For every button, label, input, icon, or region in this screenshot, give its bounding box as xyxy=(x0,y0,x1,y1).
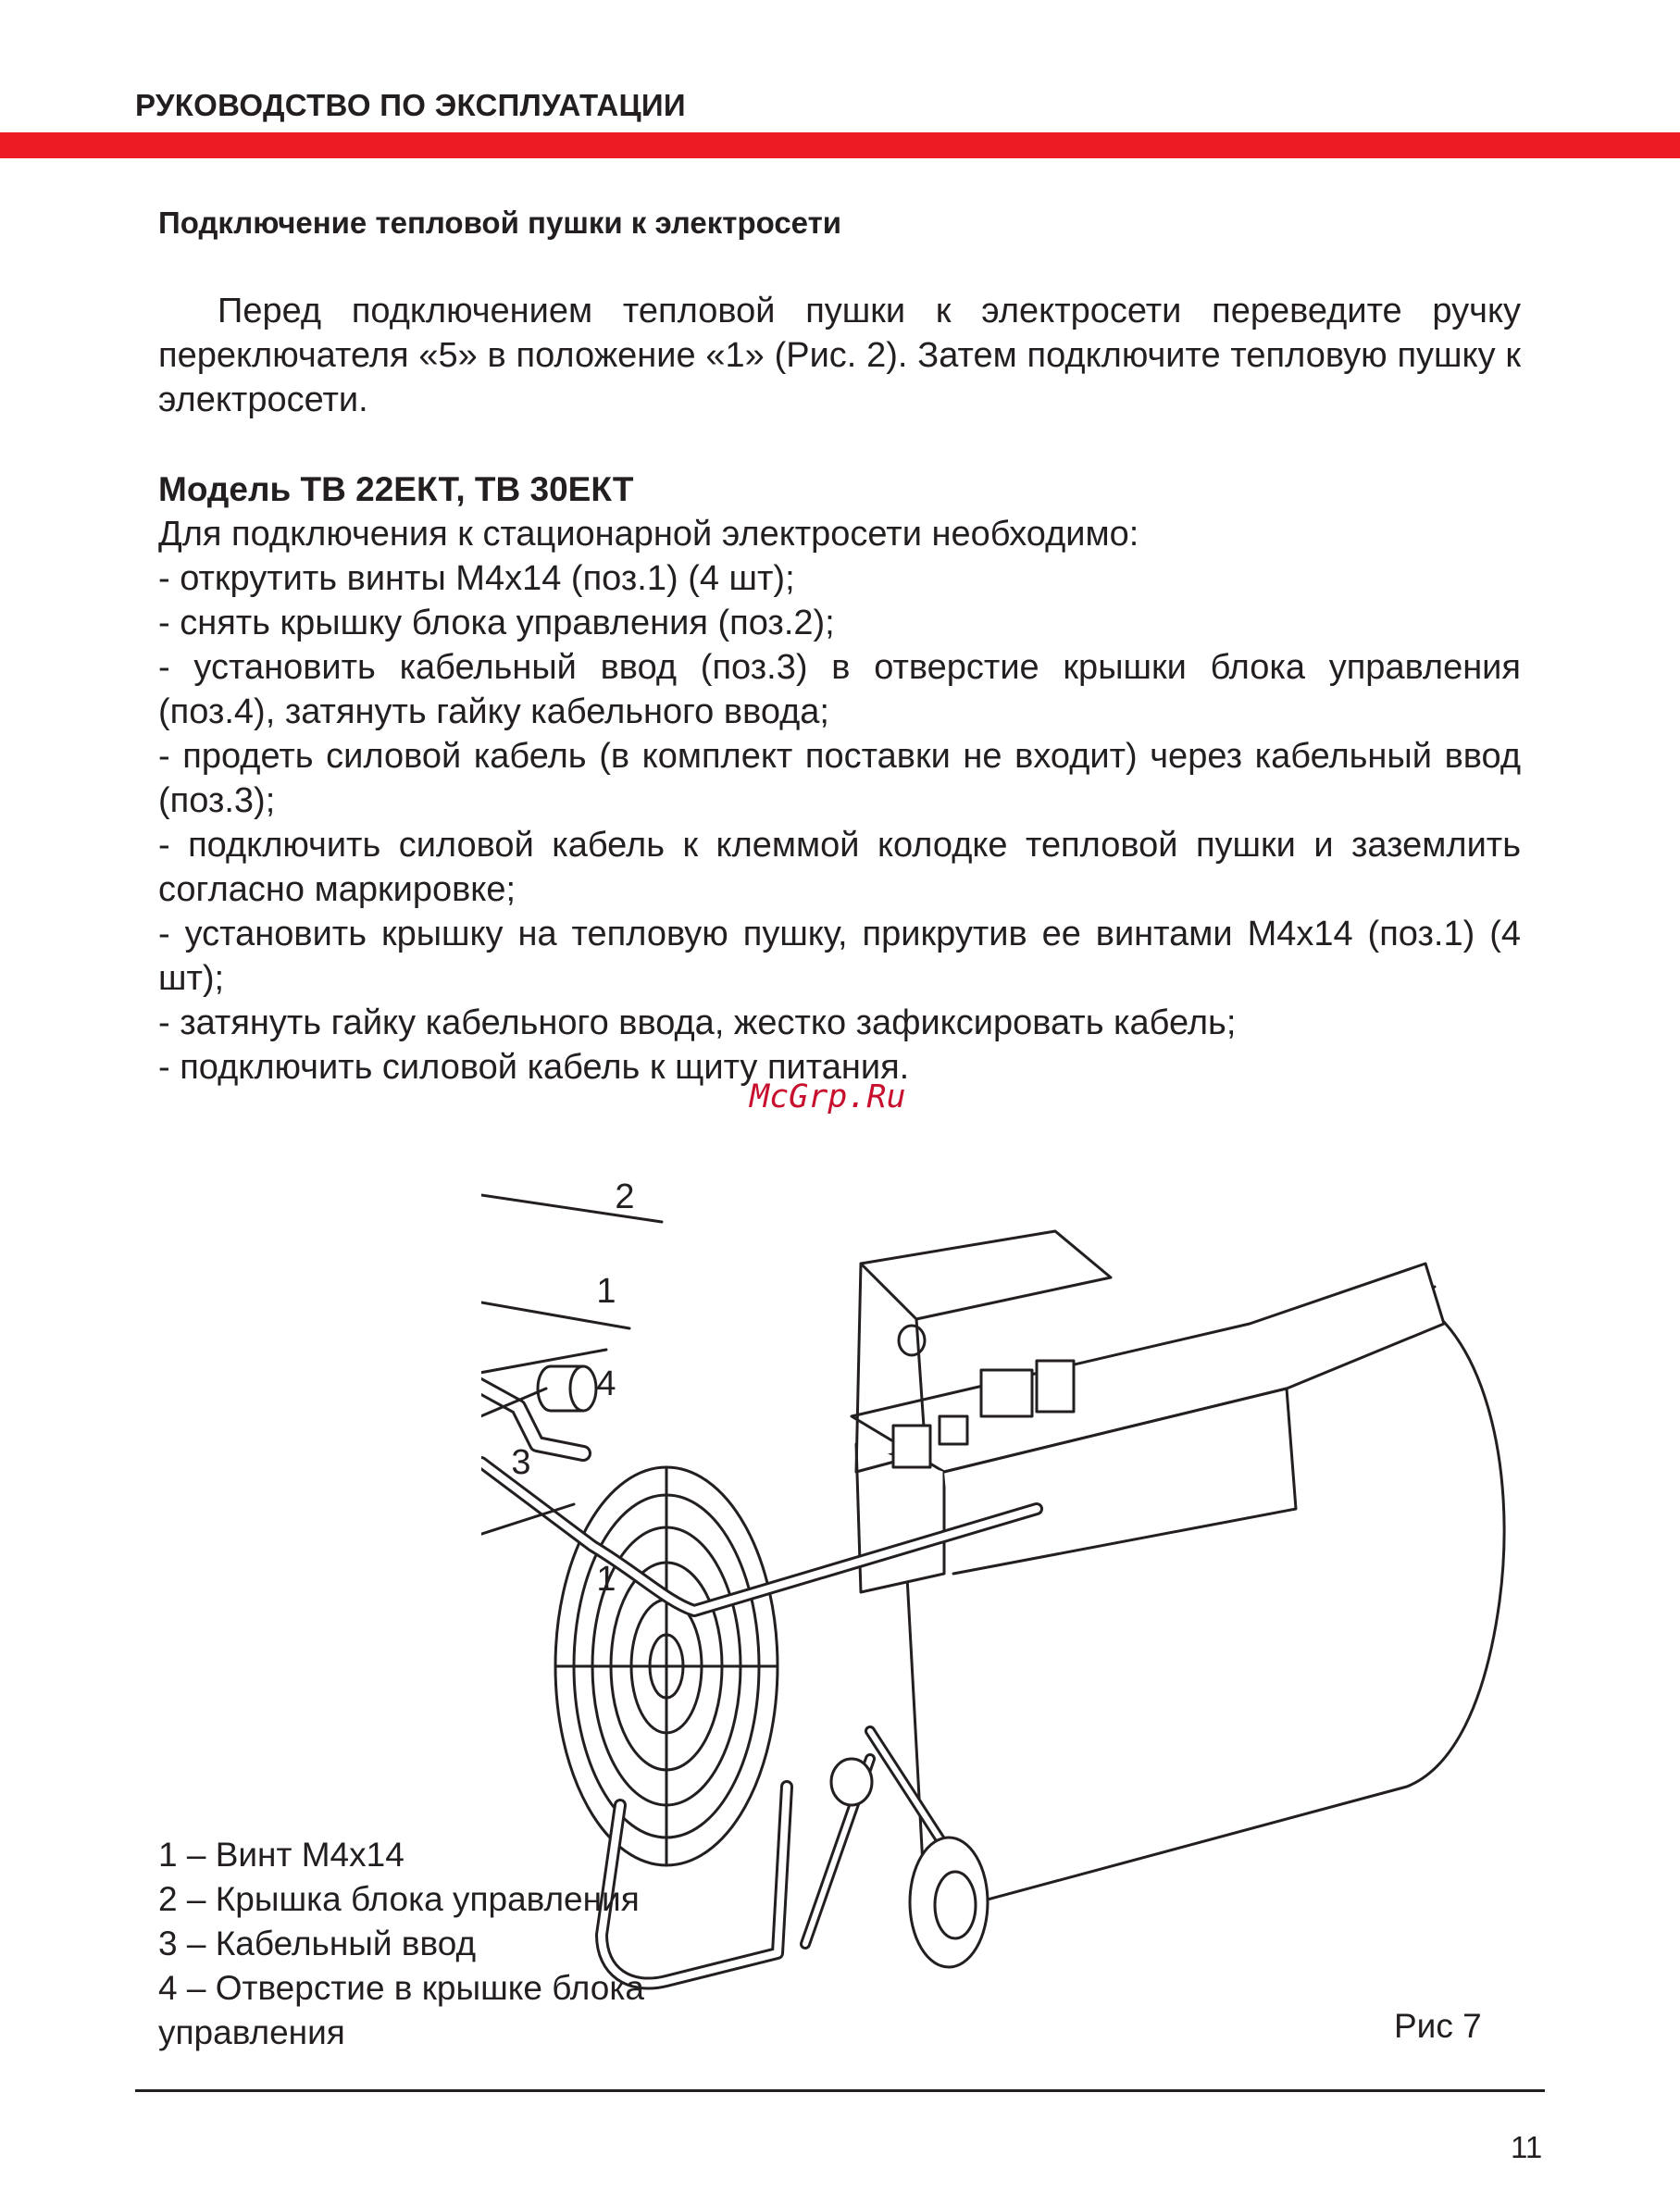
intro-text: Перед подключением тепловой пушки к электросети переведите ручку переключателя «5» в положение «1» (Рис. 2). Затем подключите тепловую пушку к электросети. xyxy=(158,292,1521,419)
header-title: РУКОВОДСТВО ПО ЭКСПЛУАТАЦИИ xyxy=(135,88,686,122)
figure-caption: Рис 7 xyxy=(1394,2007,1482,2045)
figure-legend xyxy=(158,1833,644,2055)
lid-hole xyxy=(899,1326,925,1355)
page-number: 11 xyxy=(1511,2130,1543,2164)
step-item: - снять крышку блока управления (поз.2); xyxy=(158,604,835,642)
adjust-knob xyxy=(831,1759,872,1805)
legend-item: 2 – Крышка блока управления xyxy=(158,1880,640,1918)
intro-paragraph xyxy=(158,289,1521,422)
callout-label: 3 xyxy=(511,1442,531,1482)
header-red-band xyxy=(0,132,1680,158)
legend-item: управления xyxy=(158,2013,345,2051)
model-instructions xyxy=(158,467,1521,1090)
model-title: Модель ТВ 22ЕКТ, ТВ 30ЕКТ xyxy=(158,470,634,508)
step-item: - открутить винты М4х14 (поз.1) (4 шт); xyxy=(158,559,795,598)
step-item: - подключить силовой кабель к щиту питания. xyxy=(158,1048,910,1087)
model-lead: Для подключения к стационарной электросети необходимо: xyxy=(158,515,1139,554)
callout-label: 1 xyxy=(596,1559,616,1599)
step-item: - установить кабельный ввод (поз.3) в отверстие крышки блока управления (поз.4), затянуть гайку кабельного ввода; xyxy=(158,648,1521,731)
step-item: - продеть силовой кабель (в комплект поставки не входит) через кабельный ввод (поз.3); xyxy=(158,737,1521,820)
legend-item: 4 – Отверстие в крышке блока xyxy=(158,1969,644,2007)
step-item: - затянуть гайку кабельного ввода, жестко зафиксировать кабель; xyxy=(158,1003,1237,1042)
callout-label: 2 xyxy=(615,1177,635,1216)
watermark: McGrp.Ru xyxy=(750,1078,906,1115)
step-item: - подключить силовой кабель к клеммой колодке тепловой пушки и заземлить согласно маркировке; xyxy=(158,826,1521,909)
legend-item: 1 – Винт М4х14 xyxy=(158,1836,404,1874)
callout-label: 1 xyxy=(596,1271,616,1311)
section-title: Подключение тепловой пушки к электросети xyxy=(158,206,842,240)
control-box-lid xyxy=(861,1231,1111,1319)
callout-label: 4 xyxy=(596,1364,616,1403)
footer-rule xyxy=(135,2089,1545,2092)
legend-item: 3 – Кабельный ввод xyxy=(158,1925,477,1962)
step-item: - установить крышку на тепловую пушку, прикрутив ее винтами М4х14 (поз.1) (4 шт); xyxy=(158,915,1521,998)
